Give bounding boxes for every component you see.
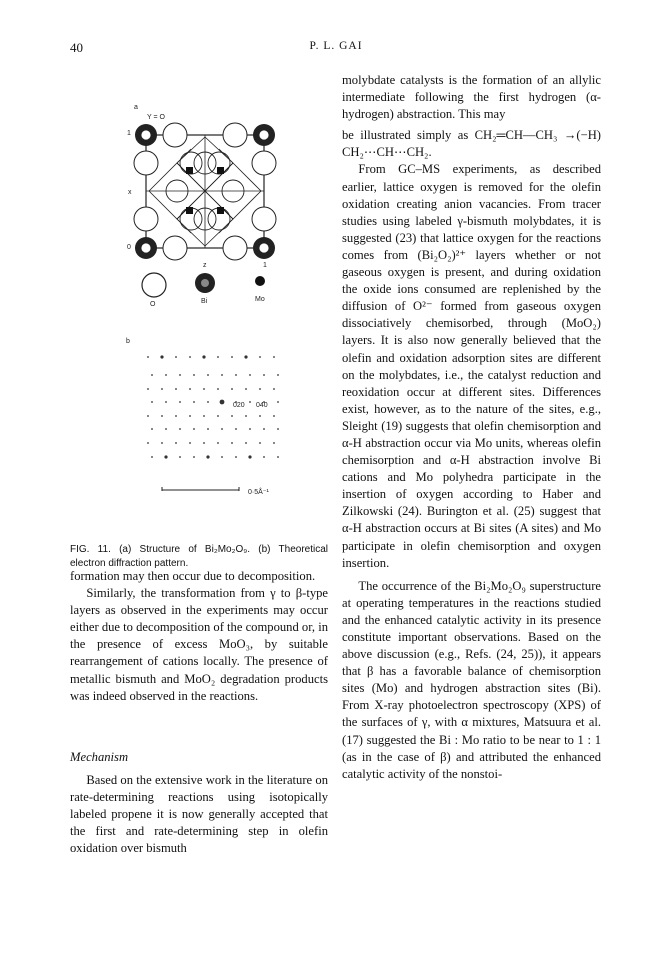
diffraction-spot [207,401,209,403]
reflection-040: 040 [256,402,268,409]
diffraction-spot [151,456,153,458]
diffraction-spot [179,374,181,376]
right-paragraph-3: The occurrence of the Bi₂Mo₂O₉ superstructure at operating temperatures in the reactions studied and the enhanced catalytic activity in its presence constitute important observations. Based on the above discussion (e.g., Refs. (24, 25)), it appears that β has a favorable balance of chemisorption sites (Mo) and hydrogen abstraction sites (Bi). From X-ray photoelectron spectroscopy (XPS) of the surfaces of γ, with α mixtures, Matsuura et al. (17) suggested the Bi : Mo ratio to be near to 1 : 1 (as in the case of β) and attributed the enhanced catalytic activity of the nonstoi- [342,578,601,781]
figure-caption: FIG. 11. (a) Structure of Bi₂Mo₂O₉. (b) Theoretical electron diffraction pattern. [70,544,328,569]
diffraction-spot [179,456,181,458]
panel-b-diffraction [126,338,279,496]
diffraction-spot [263,374,265,376]
tick-1-bottom: 1 [263,262,267,269]
legend-o-label: O [150,301,156,308]
right-paragraph-1: molybdate catalysts is the formation of an allylic intermediate following the first hydrogen (α-hydrogen) abstraction. This may [342,73,601,122]
diffraction-spot [231,356,233,358]
page-number: 40 [70,40,83,55]
diffraction-spot [245,415,247,417]
diffraction-spot [221,428,223,430]
diffraction-spot [189,442,191,444]
diffraction-spot [161,442,163,444]
diffraction-spot [164,455,167,458]
diffraction-spot [151,401,153,403]
diffraction-spot [203,415,205,417]
legend-mo-label: Mo [255,296,265,303]
diffraction-spot [175,442,177,444]
diffraction-spot [273,356,275,358]
diffraction-spot [217,388,219,390]
scale-label: 0·5Å⁻¹ [248,489,269,496]
diffraction-spot [179,401,181,403]
diffraction-spot [175,388,177,390]
diffraction-spot [165,401,167,403]
reflection-020: 020 [233,402,245,409]
right-column [342,72,601,783]
diffraction-spot [277,401,279,403]
diffraction-spot [175,415,177,417]
left-paragraph-3: Based on the extensive work in the literature on rate-determining reactions using isotopically labeled propene it is now generally accepted that the first and rate-determining step in olefin oxidation over bismuth [70,773,328,856]
diffraction-spot [221,456,223,458]
diffraction-spot [207,374,209,376]
diffraction-spot [244,355,247,358]
diffraction-spot [263,428,265,430]
diffraction-spot [217,415,219,417]
diffraction-spot [165,374,167,376]
diffraction-spot [259,415,261,417]
diffraction-spot [248,455,251,458]
legend-mo-symbol [255,276,265,286]
diffraction-spot [217,356,219,358]
panel-b-label: b [126,338,130,345]
diffraction-spot [193,401,195,403]
legend-o-symbol [142,273,166,297]
diffraction-spot [263,456,265,458]
diffraction-spot [217,442,219,444]
diffraction-spot [235,456,237,458]
diffraction-spot [231,442,233,444]
diffraction-spot [249,374,251,376]
tick-0-left: 0 [127,244,131,251]
diffraction-spot [203,442,205,444]
diffraction-spot [151,428,153,430]
diffraction-spot [235,428,237,430]
diffraction-spot [231,388,233,390]
diffraction-spot [221,374,223,376]
tick-1-left: 1 [127,130,131,137]
diffraction-spot [245,388,247,390]
left-column [70,568,328,705]
diffraction-spot [235,374,237,376]
diffraction-spot [147,415,149,417]
diffraction-spot [259,356,261,358]
left-column-lower [70,772,328,857]
diffraction-spot [175,356,177,358]
panel-a-label: a [134,104,138,111]
diffraction-spot [207,428,209,430]
right-paragraph-1-formula: be illustrated simply as CH₂═CH—CH₃ →(−H) CH₂⋯CH⋯CH₂. [342,128,601,160]
axis-y-label: Y = O [147,114,165,121]
diffraction-spot [220,400,225,405]
diffraction-spot [245,442,247,444]
diffraction-spot [161,415,163,417]
diffraction-spot [273,442,275,444]
diffraction-spot [147,442,149,444]
diffraction-spot [165,428,167,430]
left-paragraph-2: Similarly, the transformation from γ to β-type layers as observed in the experiments may occur either due to decomposition of the compound or, in the presence of excess MoO₃, by suitable rearrangement of cations locally. The presence of metallic bismuth and MoO₂ degradation products was indeed observed in the reactions. [70,586,328,703]
diffraction-spot [189,388,191,390]
left-paragraph-1: formation may then occur due to decomposition. [70,569,316,583]
diffraction-spot [277,428,279,430]
running-title: P. L. GAI [309,40,363,52]
diffraction-spot [147,388,149,390]
legend-bi-label: Bi [201,298,208,305]
diffraction-spot [202,355,205,358]
diffraction-spot [249,428,251,430]
diffraction-spot [249,401,251,403]
right-paragraph-2: From GC–MS experiments, as described earlier, lattice oxygen is removed for the olefin oxidation creating anion vacancies. From tracer studies using labeled γ-bismuth molybdates, it is suggested (23) that lattice oxygen for the reactions comes from (Bi₂O₂)²⁺ layers whether or not gaseous oxygen is present, and during oxidation the oxide ions consumed are replenished by the diffusion of O²⁻ formed from gaseous oxygen dissociatively chemisorbed, through (MoO₂) layers. It is also now generally believed that the olefin and oxidation adsorption sites are different on the molybdates, i.e., the catalyst reduction and reoxidation occur at different sites. Differences exist, however, as to the nature of the sites, e.g., Sleight (19) suggests that olefin chemisorption and α-H abstraction occur via Mo units, whereas olefin chemisorption and α-H abstraction involve Bi cations and Mo polyhedra participate in the insertion of oxygen according to Haber and Zilkowski (24). Burington et al. (25) suggest that α-H abstraction occurs at Bi sites (A sites) and Mo participate in olefin chemisorption and oxygen insertion. [342,162,601,570]
figure-11 [70,95,332,535]
diffraction-spot [203,388,205,390]
diffraction-spot [189,356,191,358]
diffraction-spot [273,388,275,390]
diffraction-spot [161,388,163,390]
diffraction-spot [193,428,195,430]
diffraction-spot [179,428,181,430]
diffraction-spot [160,355,163,358]
diffraction-spot [277,374,279,376]
diffraction-spot [259,388,261,390]
diffraction-spot [147,356,149,358]
diffraction-spot [206,455,209,458]
section-heading-mechanism: Mechanism [70,750,129,764]
diffraction-spot [231,415,233,417]
diffraction-spot [151,374,153,376]
diffraction-spot [277,456,279,458]
diffraction-spot [189,415,191,417]
panel-a-structure [127,104,276,308]
diffraction-spot [193,374,195,376]
diffraction-spot [193,456,195,458]
axis-z-label: z [203,262,207,269]
diffraction-spot [273,415,275,417]
diffraction-spot [259,442,261,444]
axis-x-label: x [128,189,132,196]
